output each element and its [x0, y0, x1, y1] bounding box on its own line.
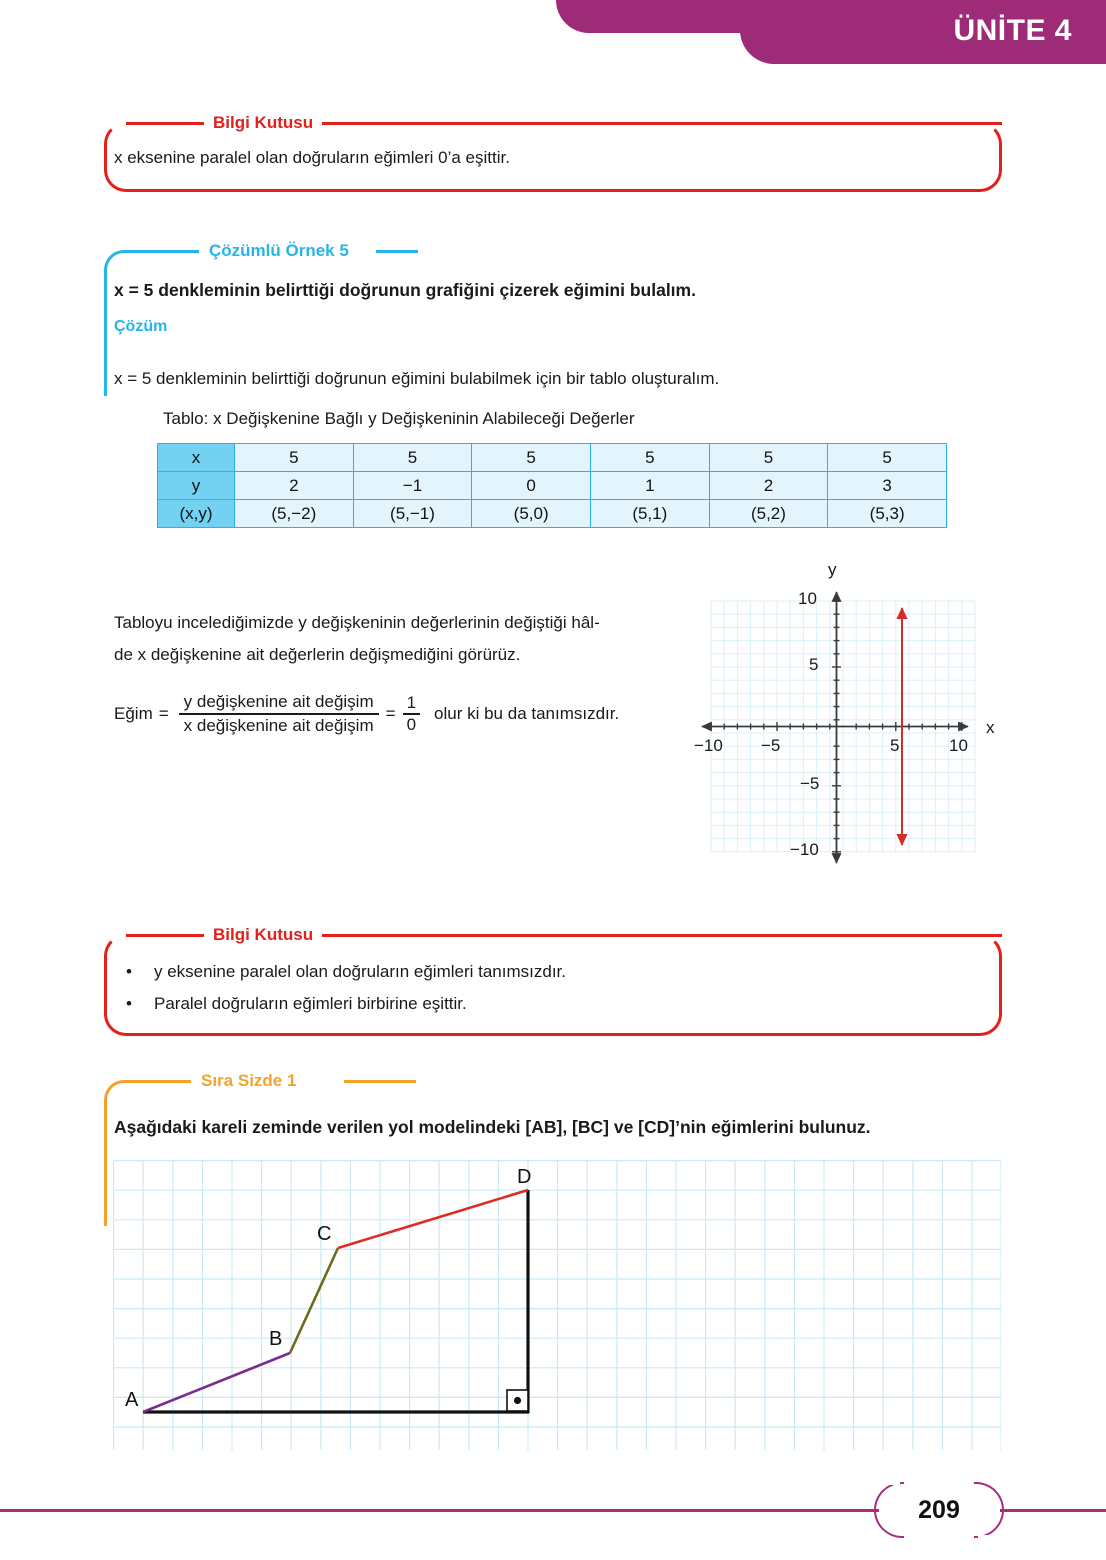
formula-equals-2: = [385, 703, 396, 723]
example-box-label: Çözümlü Örnek 5 [200, 237, 358, 264]
table-cell: 5 [828, 444, 947, 472]
solution-label: Çözüm [114, 318, 168, 335]
x-tick-label-minus5: −5 [761, 736, 781, 755]
footer-rule-left [0, 1509, 879, 1512]
info-box-1 [104, 108, 1002, 192]
bullet-text: Paralel doğruların eğimleri birbirine eşittir. [154, 994, 467, 1013]
table-cell: 5 [472, 444, 591, 472]
example-box-left-bar [104, 272, 107, 396]
observation-line-2: de x değişkenine ait değerlerin değişmediğini görürüz. [114, 645, 521, 664]
info-box-1-top-left-rule [126, 122, 204, 125]
table-cell: (5,0) [472, 500, 591, 528]
table-cell: 3 [828, 472, 947, 500]
table-cell: −1 [353, 472, 472, 500]
point-label-D: D [517, 1166, 532, 1188]
table-cell: 2 [709, 472, 828, 500]
x-tick-label-5: 5 [890, 736, 900, 755]
bullet-glyph: • [126, 962, 132, 981]
x-tick-label-10: 10 [949, 736, 968, 755]
exercise-question: Aşağıdaki kareli zeminde verilen yol modelindeki [AB], [BC] ve [CD]’nin eğimlerini bulunuz. [114, 1117, 871, 1137]
exercise-box-left-bar [104, 1102, 107, 1226]
coordinate-graph-svg [690, 560, 1010, 880]
formula-result-numerator: 1 [406, 693, 417, 712]
formula-numerator: y değişkenine ait değişim [183, 692, 374, 711]
table-cell: 2 [235, 472, 354, 500]
y-tick-label-minus10: −10 [790, 840, 819, 859]
table-row [158, 472, 947, 500]
info-box-2 [104, 920, 1002, 1030]
coordinate-graph [690, 560, 1010, 880]
table-cell: (5,−2) [235, 500, 354, 528]
table-row-header: (x,y) [158, 500, 235, 528]
table-row-header: x [158, 444, 235, 472]
y-tick-label-5: 5 [809, 655, 819, 674]
x-axis-label: x [986, 718, 995, 737]
table-cell: (5,−1) [353, 500, 472, 528]
y-tick-label-minus5: −5 [800, 774, 820, 793]
formula-result-denominator: 0 [406, 714, 417, 734]
example-box-top-right-rule [376, 250, 418, 256]
formula-lhs: Eğim [114, 703, 153, 723]
point-label-B: B [269, 1328, 283, 1350]
table-cell: (5,3) [828, 500, 947, 528]
table-cell: 1 [590, 472, 709, 500]
formula-result-fraction [403, 693, 420, 735]
table-row [158, 444, 947, 472]
unit-banner-tail [556, 0, 786, 33]
bullet-text: y eksenine paralel olan doğruların eğimleri tanımsızdır. [154, 962, 566, 981]
x-tick-label-minus10: −10 [694, 736, 723, 755]
table-cell: 5 [353, 444, 472, 472]
road-model-diagram [113, 1160, 1001, 1450]
exercise-box-top-right-rule [344, 1080, 416, 1086]
formula-equals-1: = [158, 703, 169, 723]
example-intro: x = 5 denkleminin belirttiği doğrunun eğimini bulabilmek için bir tablo oluşturalım. [114, 369, 720, 388]
info-box-2-top-right-rule [312, 934, 1002, 937]
table-cell: 5 [709, 444, 828, 472]
formula-main-fraction [179, 692, 379, 736]
info-box-1-label: Bilgi Kutusu [204, 109, 322, 136]
formula-denominator: x değişkenine ait değişim [183, 715, 374, 735]
slope-formula [114, 692, 619, 736]
formula-tail: olur ki bu da tanımsızdır. [434, 703, 620, 723]
right-angle-marker-dot [514, 1397, 521, 1404]
unit-label: ÜNİTE 4 [953, 14, 1072, 47]
info-box-1-text: x eksenine paralel olan doğruların eğimleri 0’a eşittir. [114, 148, 510, 167]
point-label-C: C [317, 1223, 332, 1245]
info-box-2-top-left-rule [126, 934, 204, 937]
bullet-glyph: • [126, 994, 132, 1013]
table-cell: (5,2) [709, 500, 828, 528]
road-model-svg [113, 1160, 1001, 1450]
point-label-A: A [125, 1389, 139, 1411]
example-question: x = 5 denkleminin belirttiği doğrunun grafiğini çizerek eğimini bulalım. [114, 280, 696, 300]
info-box-1-top-right-rule [312, 122, 1002, 125]
y-tick-label-10: 10 [798, 589, 817, 608]
table-row [158, 500, 947, 528]
table-cell: 5 [590, 444, 709, 472]
table-cell: 0 [472, 472, 591, 500]
table-caption: Tablo: x Değişkenine Bağlı y Değişkeninin Alabileceği Değerler [163, 409, 635, 428]
table-row-header: y [158, 472, 235, 500]
table-cell: (5,1) [590, 500, 709, 528]
table-cell: 5 [235, 444, 354, 472]
exercise-box-corner-rule [104, 1080, 191, 1105]
footer-rule-right [1000, 1509, 1106, 1512]
info-box-2-label: Bilgi Kutusu [204, 921, 322, 948]
page-number-capsule [874, 1482, 1004, 1538]
observation-line-1: Tabloyu incelediğimizde y değişkeninin değerlerinin değiştiği hâl- [114, 613, 600, 632]
exercise-box-label: Sıra Sizde 1 [192, 1067, 305, 1094]
y-axis-label: y [828, 560, 837, 579]
example-box-corner-rule [104, 250, 199, 275]
values-table [157, 443, 947, 528]
page-number: 209 [918, 1496, 960, 1524]
